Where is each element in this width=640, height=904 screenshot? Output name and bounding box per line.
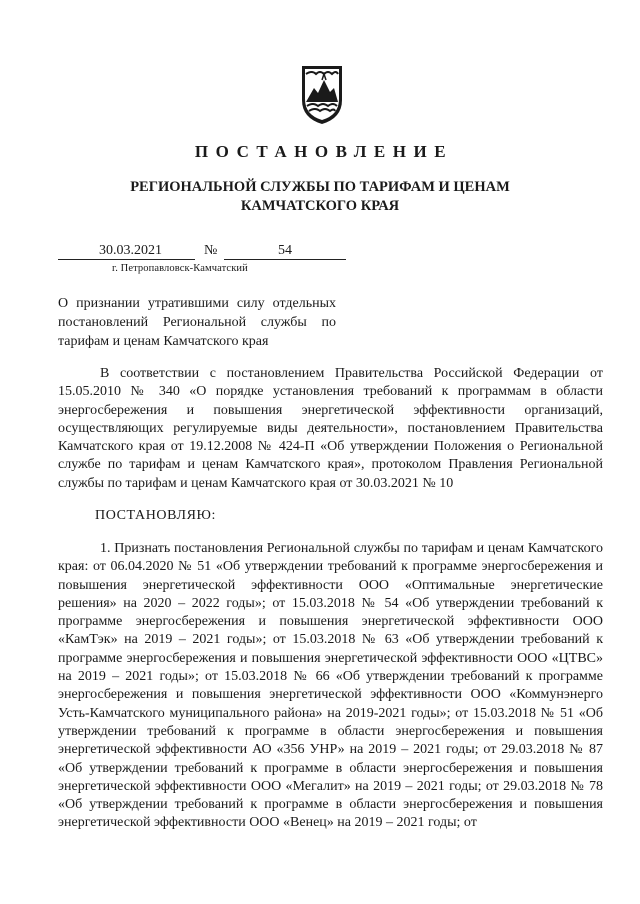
issuer-name — [120, 178, 520, 216]
issuing-city: г. Петропавловск-Камчатский — [112, 263, 248, 274]
subject-line-1: О признании утратившими силу отдельных — [58, 296, 336, 311]
document-title: ПОСТАНОВЛЕНИЕ — [194, 142, 454, 161]
issuer-line-2: КАМЧАТСКОГО КРАЯ — [240, 198, 400, 214]
document-date: 30.03.2021 — [58, 243, 195, 260]
coat-of-arms-icon — [298, 62, 346, 126]
date-number-line — [58, 243, 348, 261]
number-sign: № — [204, 243, 218, 258]
subject-line-2: постановлений Региональной службы по — [58, 315, 336, 330]
subject-line-3: тарифам и ценам Камчатского края — [58, 334, 269, 349]
decree-word: ПОСТАНОВЛЯЮ: — [95, 508, 217, 523]
issuer-line-1: РЕГИОНАЛЬНОЙ СЛУЖБЫ ПО ТАРИФАМ И ЦЕНАМ — [130, 179, 510, 195]
document-subject — [58, 294, 336, 351]
item-1-paragraph: 1. Признать постановления Региональной службы по тарифам и ценам Камчатского края: от 06.04.2020 № 51 «Об утверждении требований к программе энергосбережения и повышения энергетической эффективности ООО «Оптимальные энергетические решения» на 2020 – 2022 годы»; от 15.03.2018 № 54 «Об утверждении требований к программе энергосбережения и повышения энергетической эффективности ООО «КамТэк» на 2019 – 2021 годы»; от 15.03.2018 № 63 «Об утверждении требований к программе энергосбережения и повышения энергетической эффективности ООО «ЦТВС» на 2019 – 2021 годы»; от 15.03.2018 № 66 «Об утверждении требований к программе энергосбережения и повышения энергетической эффективности ООО «Коммунэнерго Усть-Камчатского муниципального района» на 2019-2021 годы»; от 15.03.2018 № 51 «Об утверждении требований к программе в области энергосбережения и повышения энергетической эффективности АО «356 УНР» на 2019 – 2021 годы; от 29.03.2018 № 87 «Об утверждении требований к программе в области энергосбережения и повышения энергетической эффективности ООО «Мегалит» на 2019 – 2021 годы; от 29.03.2018 № 78 «Об утверждении требований к программе в области энергосбережения и повышения энергетической эффективности ООО «Венец» на 2019 – 2021 годы; от — [58, 541, 603, 831]
preamble-paragraph: В соответствии с постановлением Правительства Российской Федерации от 15.05.2010 № 340 «О порядке установления требований к программам в области энергосбережения и повышения энергетической эффективности организаций, осуществляющих регулируемые виды деятельности», постановлением Правительства Камчатского края от 19.12.2008 № 424-П «Об утверждении Положения о Региональной службе по тарифам и ценам Камчатского края», протоколом Правления Региональной службы по тарифам и ценам Камчатского края от 30.03.2021 № 10 — [58, 366, 603, 491]
document-number: 54 — [224, 243, 346, 260]
